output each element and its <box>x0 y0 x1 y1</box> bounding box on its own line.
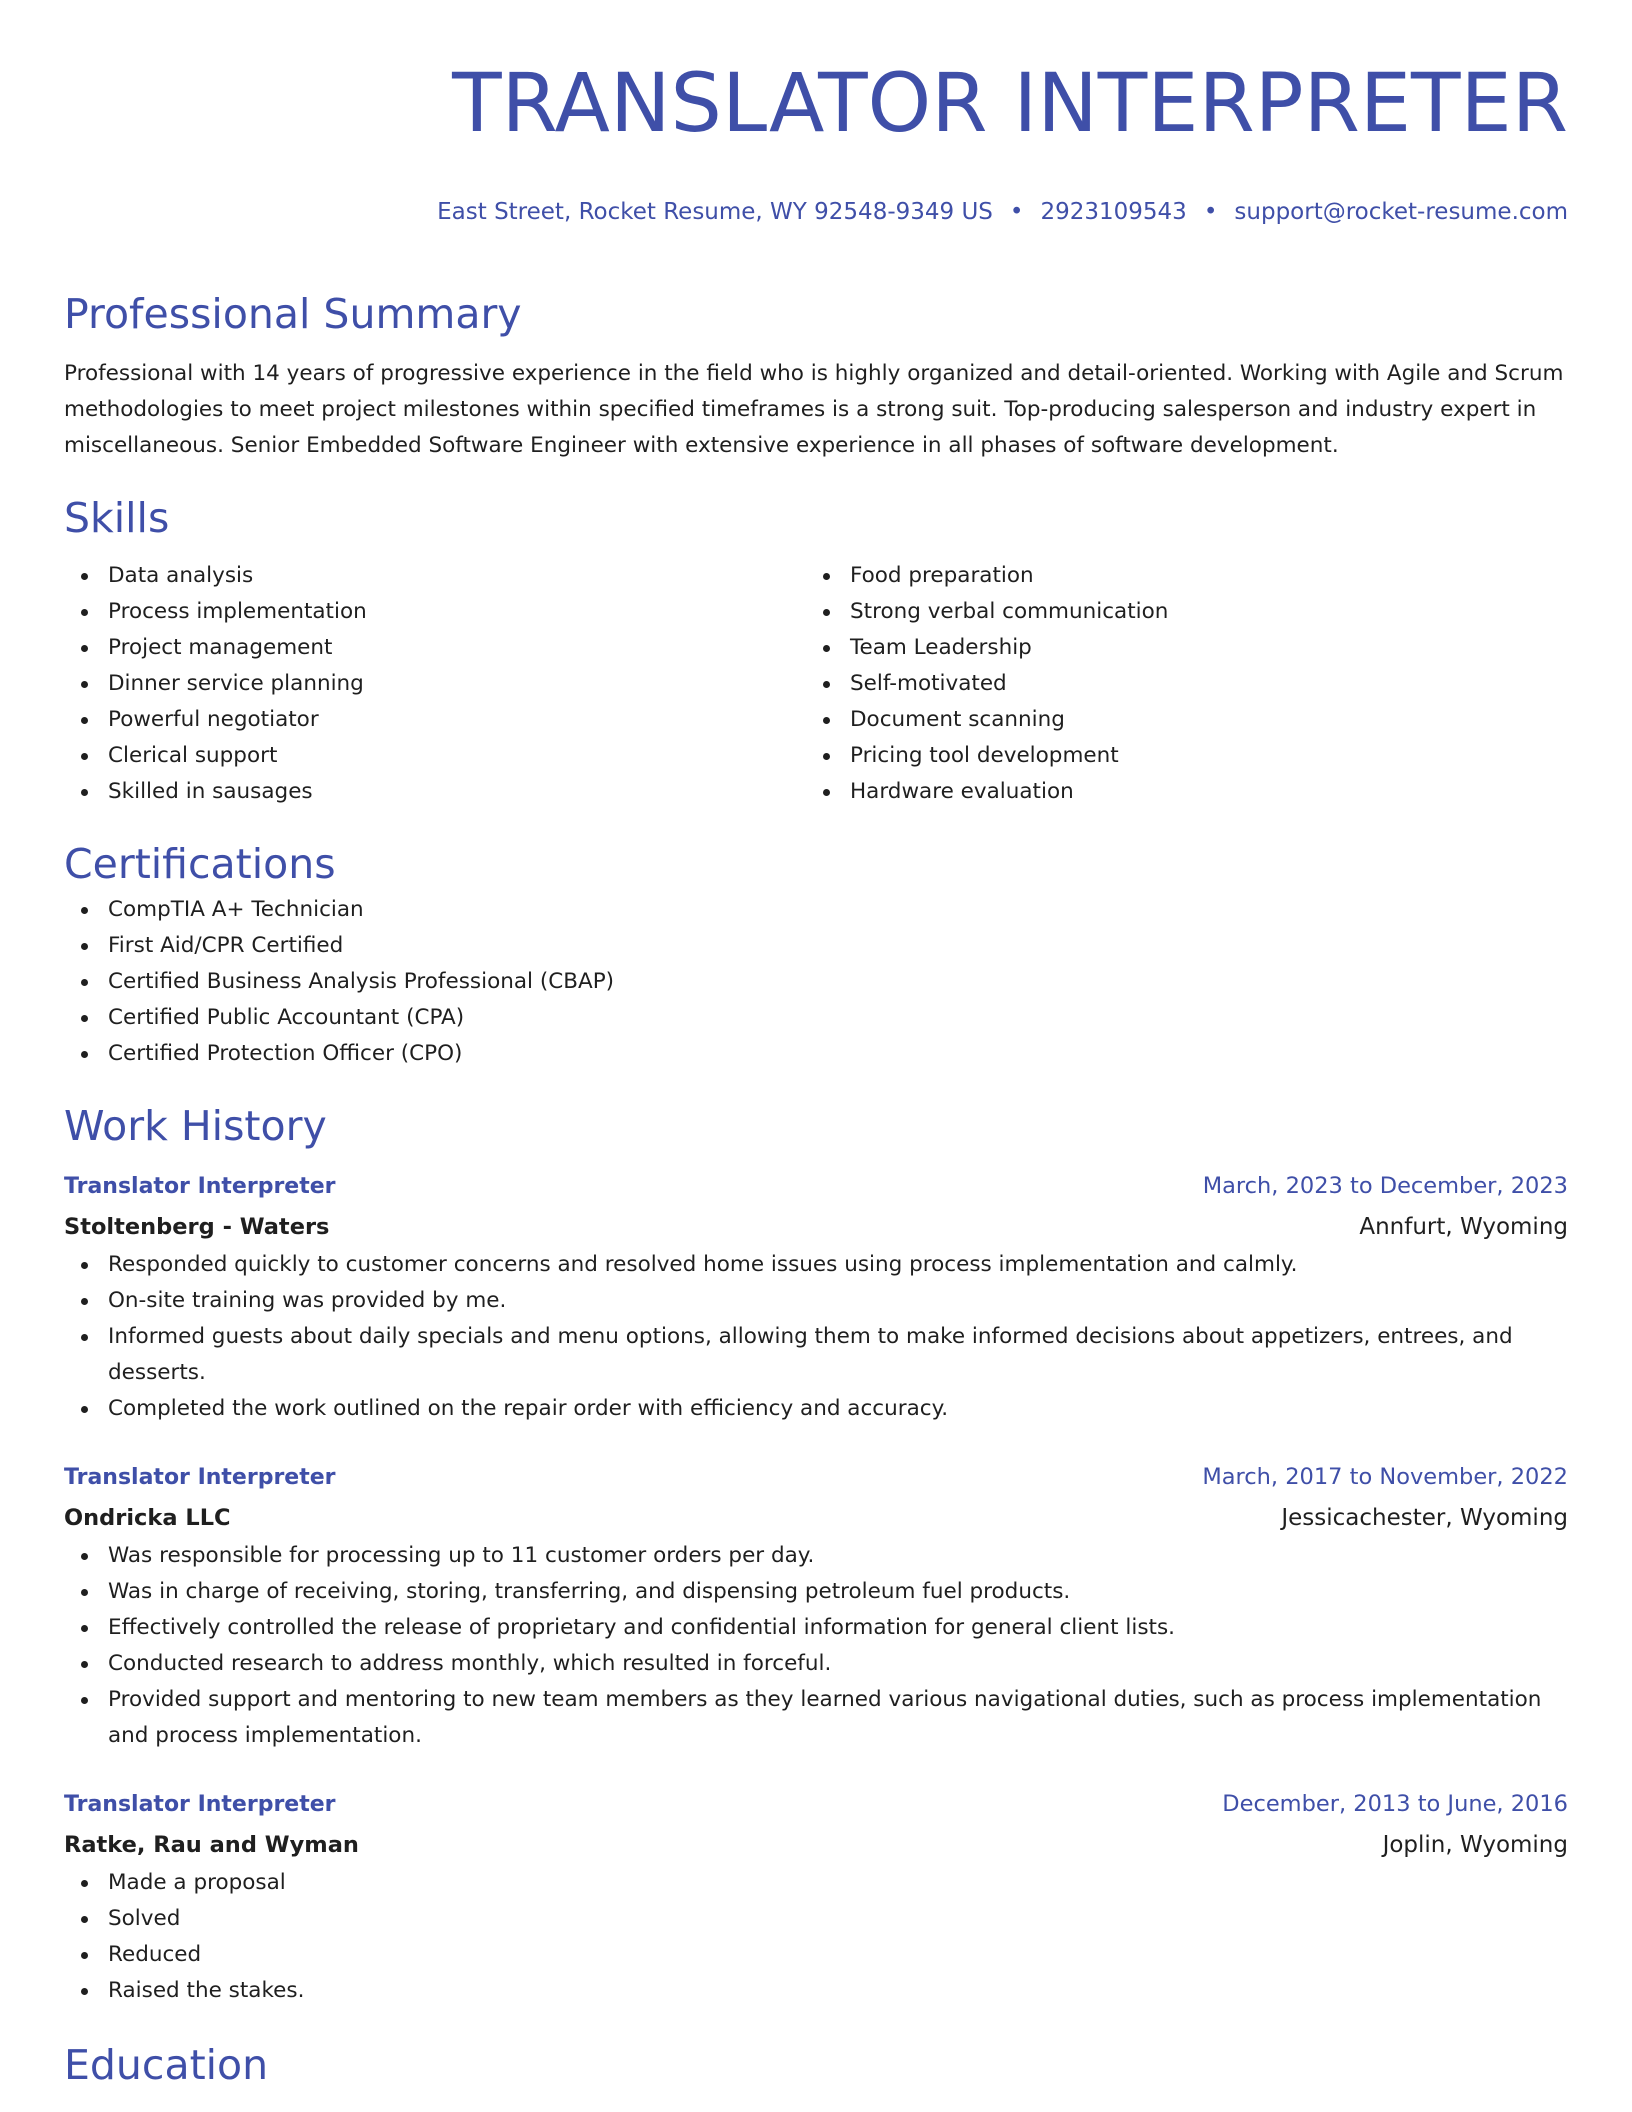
job-entry <box>64 1784 1568 2009</box>
job-entry <box>64 1457 1568 1754</box>
bullet-dot-icon <box>823 789 830 796</box>
job-duty-item-text: Conducted research to address monthly, which resulted in forceful. <box>108 1651 832 1676</box>
certifications-list <box>64 892 1568 1072</box>
job-duty-item <box>64 1319 1568 1391</box>
job-title: Translator Interpreter <box>64 1792 336 1817</box>
resume-name-title: TRANSLATOR INTERPRETER <box>452 57 1568 151</box>
job-duty-item-text: Informed guests about daily specials and menu options, allowing them to make informed decisions about appetizers, entrees, and desserts. <box>108 1324 1513 1385</box>
contact-address: East Street, Rocket Resume, WY 92548-9349 US <box>437 199 993 225</box>
skill-item-text: Food preparation <box>850 563 1034 588</box>
job-duty-item-text: Was responsible for processing up to 11 customer orders per day. <box>108 1543 815 1568</box>
job-duty-item <box>64 1610 1568 1646</box>
bullet-dot-icon <box>81 609 88 616</box>
skill-item-text: Data analysis <box>108 563 254 588</box>
job-duty-item-text: Raised the stakes. <box>108 1978 305 2003</box>
skill-item <box>64 594 806 630</box>
skill-item-text: Team Leadership <box>850 635 1032 660</box>
bullet-dot-icon <box>81 943 88 950</box>
bullet-dot-icon <box>81 1015 88 1022</box>
job-title-row <box>64 1784 1568 1825</box>
bullet-dot-icon <box>81 789 88 796</box>
certification-item <box>64 1000 1568 1036</box>
skill-item <box>64 558 806 594</box>
certification-item <box>64 892 1568 928</box>
certifications-heading: Certifications <box>64 840 336 888</box>
skill-item-text: Skilled in sausages <box>108 779 313 804</box>
bullet-dot-icon <box>823 573 830 580</box>
bullet-dot-icon <box>81 1334 88 1341</box>
bullet-dot-icon <box>823 717 830 724</box>
work-history-heading: Work History <box>64 1102 327 1150</box>
certification-item <box>64 928 1568 964</box>
skill-item-text: Powerful negotiator <box>108 707 319 732</box>
job-duty-item <box>64 1646 1568 1682</box>
job-title: Translator Interpreter <box>64 1465 336 1490</box>
bullet-dot-icon <box>81 753 88 760</box>
bullet-dot-icon <box>81 1298 88 1305</box>
skill-item <box>64 630 806 666</box>
job-duty-item <box>64 1247 1568 1283</box>
bullet-dot-icon <box>81 1661 88 1668</box>
job-dates: March, 2017 to November, 2022 <box>1202 1464 1568 1490</box>
job-dates: December, 2013 to June, 2016 <box>1222 1791 1568 1817</box>
job-duty-item <box>64 1574 1568 1610</box>
bullet-dot-icon <box>81 1406 88 1413</box>
skill-item <box>806 630 1548 666</box>
bullet-dot-icon <box>81 573 88 580</box>
job-title-row <box>64 1166 1568 1207</box>
job-duty-item <box>64 1865 1568 1901</box>
job-duty-item <box>64 1973 1568 2009</box>
contact-phone: 2923109543 <box>1040 199 1187 225</box>
job-company-row <box>64 1207 1568 1247</box>
job-company-row <box>64 1825 1568 1865</box>
contact-separator: • <box>1009 199 1024 225</box>
bullet-dot-icon <box>81 1880 88 1887</box>
job-location: Joplin, Wyoming <box>1382 1832 1568 1858</box>
job-duties-list <box>64 1538 1568 1754</box>
job-duty-item <box>64 1283 1568 1319</box>
certification-item <box>64 964 1568 1000</box>
certification-item-text: Certified Public Accountant (CPA) <box>108 1005 465 1030</box>
bullet-dot-icon <box>823 681 830 688</box>
summary-heading: Professional Summary <box>64 290 522 338</box>
job-company: Ratke, Rau and Wyman <box>64 1832 359 1858</box>
skill-item-text: Self-motivated <box>850 671 1007 696</box>
skill-item <box>806 774 1548 810</box>
bullet-dot-icon <box>81 1589 88 1596</box>
skill-item-text: Project management <box>108 635 333 660</box>
job-dates: March, 2023 to December, 2023 <box>1202 1173 1568 1199</box>
job-duty-item-text: Made a proposal <box>108 1870 286 1895</box>
job-duty-item-text: Solved <box>108 1906 181 1931</box>
summary-text: Professional with 14 years of progressive experience in the field who is highly organized and detail-oriented. Working with Agile and Scrum methodologies to meet project milestones within specified timeframes is a strong suit. Top-producing salesperson and industry expert in miscellaneous. Senior Embedded Software Engineer with extensive experience in all phases of software development. <box>64 361 1564 458</box>
job-title: Translator Interpreter <box>64 1174 336 1199</box>
skill-item-text: Document scanning <box>850 707 1065 732</box>
bullet-dot-icon <box>81 1952 88 1959</box>
bullet-dot-icon <box>81 979 88 986</box>
bullet-dot-icon <box>81 681 88 688</box>
education-heading: Education <box>64 2041 269 2089</box>
job-duty-item-text: Reduced <box>108 1942 202 1967</box>
bullet-dot-icon <box>81 1051 88 1058</box>
skills-list-right <box>806 558 1548 810</box>
skill-item <box>806 558 1548 594</box>
skill-item-text: Dinner service planning <box>108 671 364 696</box>
job-duties-list <box>64 1247 1568 1427</box>
job-duty-item-text: Provided support and mentoring to new team members as they learned various navigational duties, such as process implementation and process implementation. <box>108 1687 1542 1748</box>
job-title-row <box>64 1457 1568 1498</box>
job-duty-item-text: On-site training was provided by me. <box>108 1288 507 1313</box>
job-duty-item <box>64 1682 1568 1754</box>
bullet-dot-icon <box>823 753 830 760</box>
skill-item <box>64 774 806 810</box>
contact-line <box>64 196 1568 228</box>
job-entry <box>64 1166 1568 1427</box>
skill-item <box>806 594 1548 630</box>
skill-item <box>64 702 806 738</box>
skill-item-text: Pricing tool development <box>850 743 1119 768</box>
bullet-dot-icon <box>81 1916 88 1923</box>
bullet-dot-icon <box>81 645 88 652</box>
skill-item-text: Clerical support <box>108 743 278 768</box>
job-location: Jessicachester, Wyoming <box>1281 1505 1568 1531</box>
work-history-list <box>64 1166 1568 2009</box>
skill-item <box>64 666 806 702</box>
job-duty-item-text: Was in charge of receiving, storing, transferring, and dispensing petroleum fuel products. <box>108 1579 1071 1604</box>
job-duty-item <box>64 1538 1568 1574</box>
bullet-dot-icon <box>81 1697 88 1704</box>
skills-heading: Skills <box>64 494 170 542</box>
job-duty-item-text: Effectively controlled the release of proprietary and confidential information for general client lists. <box>108 1615 1175 1640</box>
bullet-dot-icon <box>823 609 830 616</box>
certification-item-text: Certified Business Analysis Professional (CBAP) <box>108 969 615 994</box>
job-company: Stoltenberg - Waters <box>64 1214 330 1240</box>
bullet-dot-icon <box>81 1988 88 1995</box>
bullet-dot-icon <box>81 1553 88 1560</box>
job-duty-item <box>64 1937 1568 1973</box>
certification-item <box>64 1036 1568 1072</box>
skill-item <box>64 738 806 774</box>
skill-item-text: Strong verbal communication <box>850 599 1169 624</box>
skills-column-left <box>64 558 806 810</box>
contact-separator: • <box>1203 199 1218 225</box>
skills-column-right <box>806 558 1548 810</box>
certification-item-text: Certified Protection Officer (CPO) <box>108 1041 463 1066</box>
bullet-dot-icon <box>81 1625 88 1632</box>
contact-email: support@rocket-resume.com <box>1234 199 1568 225</box>
certification-item-text: First Aid/CPR Certified <box>108 933 344 958</box>
bullet-dot-icon <box>823 645 830 652</box>
job-location: Annfurt, Wyoming <box>1359 1214 1568 1240</box>
skills-list-left <box>64 558 806 810</box>
job-duties-list <box>64 1865 1568 2009</box>
skills-grid <box>64 558 1568 810</box>
bullet-dot-icon <box>81 907 88 914</box>
skill-item <box>806 738 1548 774</box>
job-company-row <box>64 1498 1568 1538</box>
skill-item-text: Hardware evaluation <box>850 779 1074 804</box>
job-duty-item <box>64 1391 1568 1427</box>
skill-item <box>806 666 1548 702</box>
job-duty-item-text: Completed the work outlined on the repair order with efficiency and accuracy. <box>108 1396 949 1421</box>
job-duty-item-text: Responded quickly to customer concerns and resolved home issues using process implementation and calmly. <box>108 1252 1298 1277</box>
certification-item-text: CompTIA A+ Technician <box>108 897 364 922</box>
bullet-dot-icon <box>81 717 88 724</box>
skill-item <box>806 702 1548 738</box>
job-duty-item <box>64 1901 1568 1937</box>
skill-item-text: Process implementation <box>108 599 367 624</box>
bullet-dot-icon <box>81 1262 88 1269</box>
job-company: Ondricka LLC <box>64 1505 231 1531</box>
resume-page <box>64 0 1568 2093</box>
